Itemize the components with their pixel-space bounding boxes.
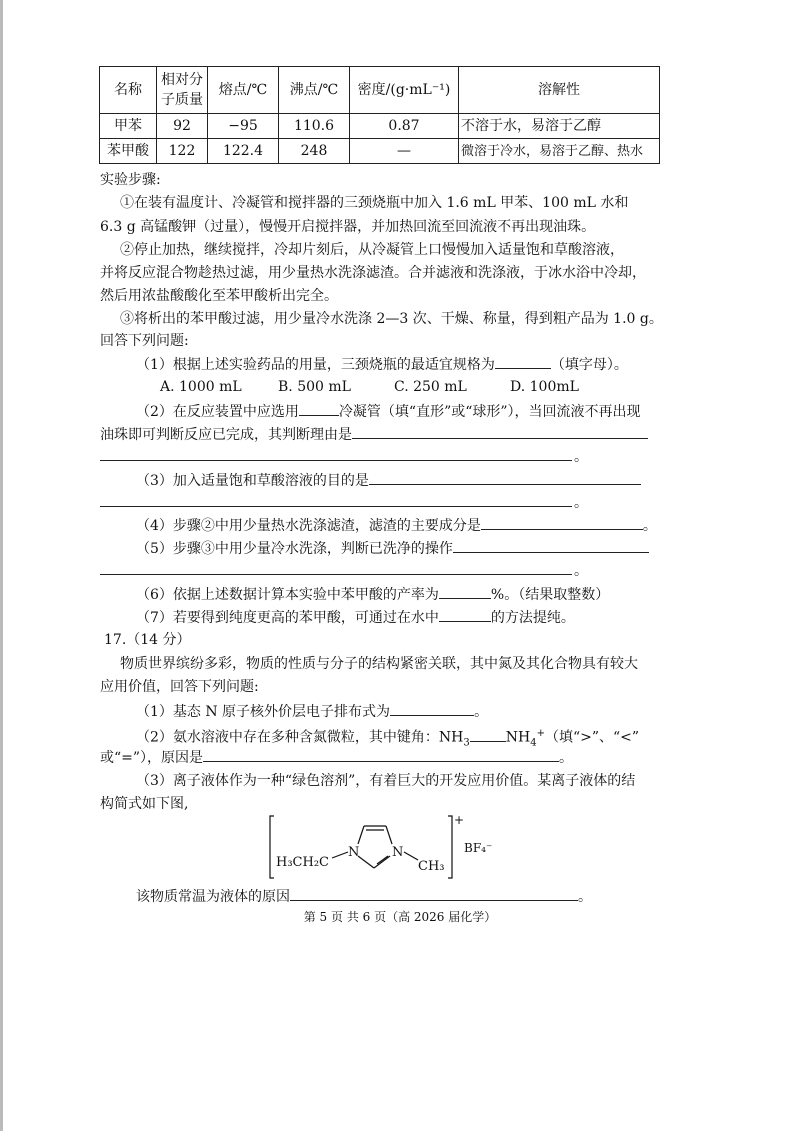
question-3-text: （3）加入适量饱和草酸溶液的目的是 <box>136 473 369 489</box>
answer-blank[interactable] <box>481 515 643 530</box>
answer-blank[interactable] <box>453 538 649 553</box>
option-d: D. 100mL <box>510 379 579 395</box>
table-header-cell: 密度/(g·mL⁻¹) <box>350 67 459 114</box>
ring-bond <box>386 826 392 844</box>
table-header-row <box>100 67 660 114</box>
part-2-text: （2）氨水溶液中存在多种含氮微粒，其中键角：NH <box>136 729 464 746</box>
step-2-line-2: 并将反应混合物趁热过滤，用少量热水洗涤滤渣。合并滤液和洗涤液，于冰水浴中冷却， <box>100 265 646 281</box>
question-1-options <box>160 377 640 397</box>
question-6 <box>136 584 660 605</box>
right-bracket <box>448 816 452 878</box>
table-cell: 0.87 <box>350 114 459 139</box>
table-cell: −95 <box>208 114 279 139</box>
question-2-line-1 <box>136 401 660 422</box>
part-2-hint: （填“>”、“<” <box>544 729 640 746</box>
answer-blank[interactable] <box>439 584 491 599</box>
period: 。 <box>642 518 657 534</box>
period: 。 <box>474 704 489 720</box>
table-cell: 苯甲酸 <box>100 139 157 164</box>
methyl-bond <box>404 852 418 860</box>
question-17-intro-1: 物质世界缤纷多彩，物质的性质与分子的结构紧密关联，其中氮及其化合物具有较大 <box>120 656 638 672</box>
answer-line[interactable] <box>100 460 572 461</box>
table-cell: 微溶于冷水，易溶于乙醇、热水 <box>459 139 660 164</box>
question-17-part-3-line-1: （3）离子液体作为一种“绿色溶剂”，有着巨大的开发应用价值。某离子液体的结 <box>136 773 636 789</box>
question-7 <box>136 607 660 628</box>
part-2-reason: 或“=”），原因是 <box>100 750 204 766</box>
ethyl-label: H₃CH₂C <box>276 855 329 870</box>
period: 。 <box>578 889 592 905</box>
answer-blank[interactable] <box>470 727 506 742</box>
table-cell: 110.6 <box>279 114 350 139</box>
ring-bond <box>374 856 390 868</box>
option-a: A. 1000 mL <box>160 379 242 395</box>
question-1-text: （1）根据上述实验药品的用量，三颈烧瓶的最适宜规格为 <box>136 357 495 373</box>
left-bracket <box>270 816 274 878</box>
answer-blank[interactable] <box>290 886 578 901</box>
question-2-text-cont: 冷凝管（填“直形”或“球形”），当回流液不再出现 <box>338 404 641 420</box>
questions-intro: 回答下列问题: <box>100 333 189 349</box>
scan-edge <box>0 0 3 1131</box>
ionic-liquid-structure <box>268 812 498 884</box>
step-1-line-2: 6.3 g 高锰酸钾（过量），慢慢开启搅拌器，并加热回流至回流液不再出现油珠。 <box>100 219 596 235</box>
answer-blank[interactable] <box>369 470 641 485</box>
ethyl-bond <box>332 852 348 858</box>
table-header-cell: 相对分子质量 <box>157 67 208 114</box>
part-1-text: （1）基态 N 原子核外价层电子排布式为 <box>136 704 391 720</box>
question-17-part-3-line-2: 构简式如下图, <box>100 796 189 812</box>
question-2-text: （2）在反应装置中应选用 <box>136 404 299 420</box>
answer-blank[interactable] <box>390 701 474 716</box>
table-header-cell: 沸点/℃ <box>279 67 350 114</box>
ring-bond <box>358 826 364 844</box>
table-cell: 不溶于水，易溶于乙醇 <box>459 114 660 139</box>
answer-line[interactable] <box>100 506 572 507</box>
answer-blank[interactable] <box>299 401 339 416</box>
question-5-text: （5）步骤③中用少量冷水洗涤，判断已洗净的操作 <box>136 541 453 557</box>
answer-line[interactable] <box>100 574 572 575</box>
question-17-part-2-line-2 <box>100 747 660 768</box>
table-row <box>100 114 660 139</box>
question-5 <box>136 538 660 559</box>
answer-blank[interactable] <box>352 424 648 439</box>
properties-table <box>99 66 660 164</box>
page-footer: 第 5 页 共 6 页（高 2026 届化学） <box>303 910 497 924</box>
subscript: 3 <box>463 737 470 749</box>
anion-label: BF₄⁻ <box>464 841 493 855</box>
question-4 <box>136 515 660 536</box>
question-1-hint: （填字母）。 <box>550 357 628 373</box>
table-header-cell: 溶解性 <box>459 67 660 114</box>
option-b: B. 500 mL <box>278 379 351 395</box>
table-cell: 122.4 <box>208 139 279 164</box>
question-3 <box>136 470 660 491</box>
charge-label: + <box>454 813 465 827</box>
nitrogen-right-label: N <box>392 845 404 860</box>
nitrogen-left-label: N <box>348 845 360 860</box>
step-2-line-1: ②停止加热，继续搅拌，冷却片刻后，从冷凝管上口慢慢加入适量饱和草酸溶液， <box>120 242 624 258</box>
question-7-text: （7）若要得到纯度更高的苯甲酸，可通过在水中 <box>136 610 439 626</box>
superscript: + <box>536 728 545 739</box>
ammonium-text: NH <box>505 729 531 746</box>
steps-heading: 实验步骤: <box>100 172 161 188</box>
question-17-intro-2: 应用价值，回答下列问题: <box>100 679 259 695</box>
question-2-reason: 油珠即可判断反应已完成，其判断理由是 <box>100 427 352 443</box>
table-row <box>100 139 660 164</box>
question-6-text: （6）依据上述数据计算本实验中苯甲酸的产率为 <box>136 587 439 603</box>
table-header-cell: 熔点/℃ <box>208 67 279 114</box>
question-17-part-3-answer <box>136 886 660 907</box>
period: 。 <box>574 563 588 579</box>
step-3: ③将析出的苯甲酸过滤，用少量冷水洗涤 2—3 次、干燥、称量，得到粗产品为 1.0 g。 <box>120 311 663 327</box>
part-3-text: 该物质常温为液体的原因 <box>136 889 290 905</box>
table-cell: 甲苯 <box>100 114 157 139</box>
question-6-hint: %。（结果取整数） <box>490 587 610 603</box>
option-c: C. 250 mL <box>394 379 467 395</box>
question-17-part-1 <box>136 701 660 722</box>
period: 。 <box>559 750 574 766</box>
answer-blank[interactable] <box>203 747 559 762</box>
table-cell: 122 <box>157 139 208 164</box>
question-17-header: 17.（14 分） <box>104 632 191 648</box>
subscript: 4 <box>530 737 537 749</box>
answer-blank[interactable] <box>495 354 551 369</box>
table-header-cell: 名称 <box>100 67 157 114</box>
ring-double-bond <box>377 856 388 864</box>
answer-blank[interactable] <box>439 607 491 622</box>
step-1-line-1: ①在装有温度计、冷凝管和搅拌器的三颈烧瓶中加入 1.6 mL 甲苯、100 mL 水和 <box>120 195 629 211</box>
table-cell: 248 <box>279 139 350 164</box>
question-4-text: （4）步骤②中用少量热水洗涤滤渣，滤渣的主要成分是 <box>136 518 481 534</box>
table-cell: 92 <box>157 114 208 139</box>
period: 。 <box>574 449 588 465</box>
question-1 <box>136 354 660 375</box>
methyl-label: CH₃ <box>418 859 445 874</box>
step-2-line-3: 然后用浓盐酸酸化至苯甲酸析出完全。 <box>100 288 338 304</box>
ring-bond <box>358 856 374 868</box>
question-2-line-2 <box>100 424 660 445</box>
table-cell: — <box>350 139 459 164</box>
period: 。 <box>574 495 588 511</box>
question-7-hint: 的方法提纯。 <box>490 610 575 626</box>
